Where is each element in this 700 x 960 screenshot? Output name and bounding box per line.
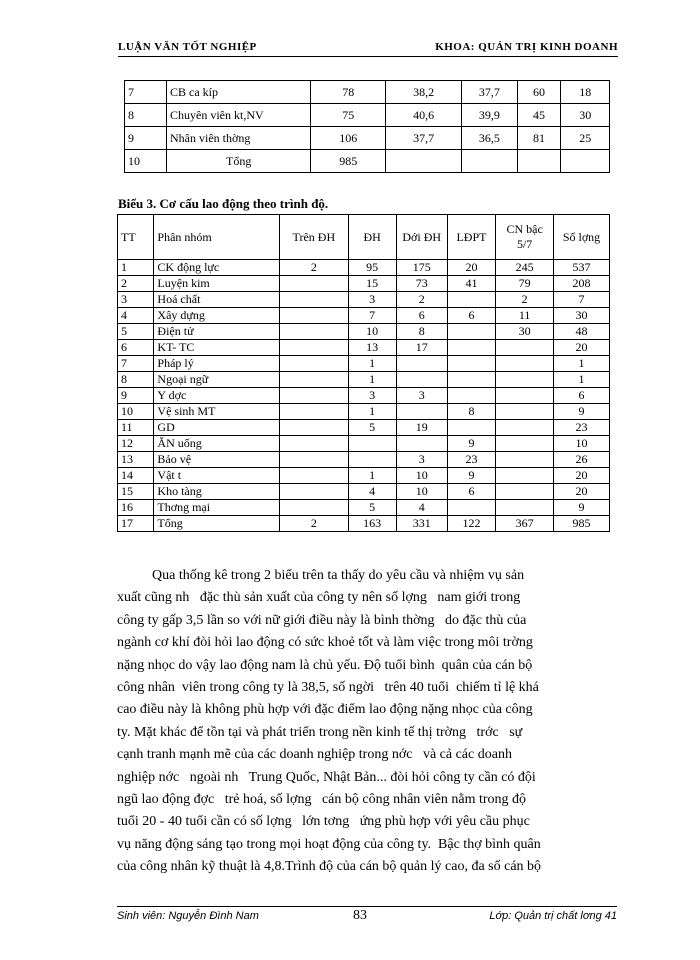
table-cell: 81: [517, 127, 561, 150]
table-cell: 106: [311, 127, 386, 150]
column-header: TT: [118, 215, 154, 260]
table-cell: 19: [396, 420, 447, 436]
table-cell: [517, 150, 561, 173]
table-cell: [386, 150, 462, 173]
table-cell: 6: [118, 340, 154, 356]
table-cell: Kho tàng: [154, 484, 280, 500]
table-cell: [447, 372, 496, 388]
column-header: CN bậc 5/7: [496, 215, 554, 260]
paragraph-line: tuổi 20 - 40 tuổi cần có số lợng lớn tơng ứng phù hợp với yêu cầu phục: [117, 814, 530, 830]
table-cell: 245: [496, 260, 554, 276]
table-cell: [496, 500, 554, 516]
table-cell: [496, 404, 554, 420]
table-cell: 40,6: [386, 104, 462, 127]
table-cell: [396, 372, 447, 388]
table-cell: 75: [311, 104, 386, 127]
table-cell: Tổng: [167, 150, 311, 173]
table-row: [125, 81, 610, 104]
table-cell: 17: [118, 516, 154, 532]
table-cell: 5: [118, 324, 154, 340]
table-cell: 3: [118, 292, 154, 308]
paragraph-line: xuất cũng nh đặc thù sản xuất của công ty nên số lợng nam giới trong: [117, 590, 521, 606]
table-row: [118, 500, 610, 516]
table-cell: CB ca kíp: [167, 81, 311, 104]
table-cell: [447, 356, 496, 372]
table-cell: 1: [348, 404, 396, 420]
table-cell: [496, 356, 554, 372]
table-cell: 78: [311, 81, 386, 104]
table-cell: [280, 468, 348, 484]
table-cell: [496, 420, 554, 436]
column-header: LĐPT: [447, 215, 496, 260]
table-cell: 10: [118, 404, 154, 420]
table-cell: [280, 436, 348, 452]
paragraph-line: của công nhân kỹ thuật là 4,8.Trình độ của cán bộ quản lý cao, đa số cán bộ: [117, 859, 542, 875]
table-cell: 10: [125, 150, 167, 173]
table-cell: 48: [553, 324, 609, 340]
table-cell: 79: [496, 276, 554, 292]
table-cell: Vệ sinh MT: [154, 404, 280, 420]
table-cell: 23: [553, 420, 609, 436]
table-cell: 8: [118, 372, 154, 388]
column-header: Phân nhóm: [154, 215, 280, 260]
paragraph-line: cao điều này là không phù hợp với đặc điểm lao động nặng nhọc của công: [117, 702, 533, 718]
paragraph-line: vụ năng động sáng tạo trong mọi hoạt động của công ty. Bậc thợ bình quân: [117, 836, 541, 852]
table-cell: [496, 484, 554, 500]
table-cell: 1: [348, 468, 396, 484]
table-cell: [280, 292, 348, 308]
table-row: [118, 452, 610, 468]
table-cell: 45: [517, 104, 561, 127]
table-cell: [280, 356, 348, 372]
body-paragraph: [117, 565, 617, 879]
paragraph-line: ngũ lao động đợc trẻ hoá, số lợng cán bộ công nhân viên nằm trong độ: [117, 792, 527, 808]
table-cell: [280, 500, 348, 516]
table-cell: 39,9: [462, 104, 518, 127]
table-cell: 985: [311, 150, 386, 173]
paragraph-line: công ty gấp 3,5 lần so với nữ giới điều này là bình thờng do đặc thù của: [117, 612, 527, 628]
table-cell: 6: [447, 484, 496, 500]
table-cell: Ngoại ngữ: [154, 372, 280, 388]
table-cell: [496, 468, 554, 484]
table-labor-by-education: [117, 214, 610, 532]
table-cell: Y dợc: [154, 388, 280, 404]
table-cell: [447, 324, 496, 340]
table-cell: 9: [125, 127, 167, 150]
table-row: [125, 150, 610, 173]
table-cell: 15: [348, 276, 396, 292]
table-row: [125, 127, 610, 150]
table-cell: 9: [553, 500, 609, 516]
table-cell: [447, 420, 496, 436]
page-number: 83: [353, 908, 367, 923]
table-cell: 331: [396, 516, 447, 532]
table-cell: 36,5: [462, 127, 518, 150]
table-cell: 7: [125, 81, 167, 104]
table-cell: 3: [348, 388, 396, 404]
table-cell: 3: [396, 388, 447, 404]
table-row: [118, 276, 610, 292]
table-cell: 10: [396, 484, 447, 500]
table-row: [118, 372, 610, 388]
table-cell: Bảo vệ: [154, 452, 280, 468]
table-cell: 11: [496, 308, 554, 324]
paragraph-line: Qua thống kê trong 2 biểu trên ta thấy do yêu cầu và nhiệm vụ sản: [117, 568, 525, 583]
table-cell: 60: [517, 81, 561, 104]
table-cell: 30: [496, 324, 554, 340]
table-cell: 367: [496, 516, 554, 532]
table-cell: Chuyên viên kt,NV: [167, 104, 311, 127]
table-cell: [496, 388, 554, 404]
paragraph-line: nặng nhọc do vậy lao động nam là chủ yếu. Độ tuổi bình quân của cán bộ: [117, 657, 533, 673]
table-cell: 9: [553, 404, 609, 420]
table-cell: 10: [348, 324, 396, 340]
table-cell: 26: [553, 452, 609, 468]
paragraph-line: công nhân viên trong công ty là 38,5, số ngời trên 40 tuổi chiếm tỉ lệ khá: [117, 680, 539, 696]
table-cell: 30: [561, 104, 610, 127]
table-cell: 6: [396, 308, 447, 324]
table-cell: 8: [125, 104, 167, 127]
table-cell: [280, 324, 348, 340]
table-cell: 6: [553, 388, 609, 404]
table-cell: 13: [348, 340, 396, 356]
table-cell: 20: [553, 340, 609, 356]
table-cell: Xây dựng: [154, 308, 280, 324]
table-cell: 9: [118, 388, 154, 404]
table-cell: [280, 452, 348, 468]
table-cell: 10: [553, 436, 609, 452]
table-cell: 2: [280, 260, 348, 276]
table-cell: GD: [154, 420, 280, 436]
table-cell: 16: [118, 500, 154, 516]
header-faculty: KHOA: QUẢN TRỊ KINH DOANH: [435, 41, 618, 53]
table-cell: 13: [118, 452, 154, 468]
table-cell: 1: [348, 356, 396, 372]
table-cell: 15: [118, 484, 154, 500]
table-cell: 175: [396, 260, 447, 276]
table-cell: 3: [348, 292, 396, 308]
table-row: [118, 404, 610, 420]
column-header: ĐH: [348, 215, 396, 260]
table-cell: 20: [447, 260, 496, 276]
table-row: [118, 308, 610, 324]
table-cell: 37,7: [386, 127, 462, 150]
table-cell: 41: [447, 276, 496, 292]
table-cell: 1: [118, 260, 154, 276]
page-header: [118, 40, 618, 57]
table-cell: [462, 150, 518, 173]
table-cell: CK động lực: [154, 260, 280, 276]
table-cell: KT- TC: [154, 340, 280, 356]
table-cell: [280, 372, 348, 388]
table-cell: 73: [396, 276, 447, 292]
table-row: [118, 388, 610, 404]
table-cell: 4: [396, 500, 447, 516]
table-cell: [280, 340, 348, 356]
table-cell: 2: [496, 292, 554, 308]
table-row: [118, 340, 610, 356]
table-cell: 11: [118, 420, 154, 436]
table-cell: 1: [553, 372, 609, 388]
table-cell: 95: [348, 260, 396, 276]
table-cell: 12: [118, 436, 154, 452]
table-cell: 7: [348, 308, 396, 324]
table-staff-age-summary: [124, 80, 610, 173]
table-cell: [447, 340, 496, 356]
table-cell: 122: [447, 516, 496, 532]
table-cell: 1: [348, 372, 396, 388]
table-cell: [496, 372, 554, 388]
table-cell: 9: [447, 436, 496, 452]
table-caption: Biểu 3. Cơ cấu lao động theo trình độ.: [118, 196, 329, 211]
paragraph-line: ngành cơ khí đòi hỏi lao động có sức khoẻ tốt và làm việc trong môi trờng: [117, 635, 533, 651]
table-cell: [396, 356, 447, 372]
table-row: [118, 356, 610, 372]
table-cell: Nhân viên thờng: [167, 127, 311, 150]
page-footer: [117, 906, 617, 927]
table-cell: 163: [348, 516, 396, 532]
paragraph-line: nghiệp nớc ngoài nh Trung Quốc, Nhật Bản... đòi hỏi công ty cần có đội: [117, 769, 536, 785]
table-cell: [348, 436, 396, 452]
table-row: [118, 324, 610, 340]
table-cell: 23: [447, 452, 496, 468]
table-row: [125, 104, 610, 127]
table-cell: Vật t: [154, 468, 280, 484]
table-cell: 17: [396, 340, 447, 356]
table-cell: [280, 484, 348, 500]
table-cell: Luyện kim: [154, 276, 280, 292]
table-cell: 14: [118, 468, 154, 484]
footer-student: Sinh viên: Nguyễn Đình Nam: [117, 910, 259, 922]
table-cell: Pháp lý: [154, 356, 280, 372]
table-row: [118, 420, 610, 436]
paragraph-line: ty. Mặt khác để tồn tại và phát triển trong nền kinh tế thị trờng trớc sự: [117, 724, 523, 740]
table-row: [118, 516, 610, 532]
table-cell: 2: [280, 516, 348, 532]
table-cell: 8: [447, 404, 496, 420]
table-cell: 5: [348, 500, 396, 516]
table-cell: 5: [348, 420, 396, 436]
table-cell: ĂN uống: [154, 436, 280, 452]
table-cell: 38,2: [386, 81, 462, 104]
table-row: [118, 260, 610, 276]
table-header-row: [118, 215, 610, 260]
table-cell: 25: [561, 127, 610, 150]
column-header: Trên ĐH: [280, 215, 348, 260]
table-cell: 4: [348, 484, 396, 500]
header-thesis-title: LUẬN VĂN TỐT NGHIỆP: [118, 41, 257, 53]
table-cell: [561, 150, 610, 173]
table-cell: [447, 388, 496, 404]
table-cell: 208: [553, 276, 609, 292]
table-cell: 18: [561, 81, 610, 104]
table-cell: [447, 292, 496, 308]
table-cell: 7: [553, 292, 609, 308]
table-cell: 37,7: [462, 81, 518, 104]
table-cell: 10: [396, 468, 447, 484]
table-cell: 8: [396, 324, 447, 340]
column-header: Số lợng: [553, 215, 609, 260]
table-cell: [496, 340, 554, 356]
table-cell: 1: [553, 356, 609, 372]
table-cell: [348, 452, 396, 468]
table-cell: [280, 404, 348, 420]
column-header: Dới ĐH: [396, 215, 447, 260]
paragraph-line: cạnh tranh mạnh mẽ của các doanh nghiệp trong nớc và cả các doanh: [117, 747, 512, 763]
table-cell: 6: [447, 308, 496, 324]
table-cell: 7: [118, 356, 154, 372]
table-cell: [396, 436, 447, 452]
table-cell: 3: [396, 452, 447, 468]
table-cell: 2: [396, 292, 447, 308]
table-cell: Điện tử: [154, 324, 280, 340]
table-cell: 4: [118, 308, 154, 324]
table-cell: Hoá chất: [154, 292, 280, 308]
table-row: [118, 292, 610, 308]
table-cell: 9: [447, 468, 496, 484]
table-row: [118, 468, 610, 484]
footer-class: Lớp: Quản trị chất lơng 41: [489, 910, 617, 922]
table-cell: 30: [553, 308, 609, 324]
table-cell: [280, 388, 348, 404]
table-row: [118, 436, 610, 452]
table-cell: [447, 500, 496, 516]
table-cell: [396, 404, 447, 420]
table-row: [118, 484, 610, 500]
table-cell: 537: [553, 260, 609, 276]
table-cell: [496, 452, 554, 468]
table-cell: 985: [553, 516, 609, 532]
table-cell: 20: [553, 484, 609, 500]
table-cell: 20: [553, 468, 609, 484]
table-cell: Thơng mại: [154, 500, 280, 516]
table-cell: [496, 436, 554, 452]
table-cell: [280, 276, 348, 292]
table-cell: 2: [118, 276, 154, 292]
table-cell: Tổng: [154, 516, 280, 532]
table-cell: [280, 308, 348, 324]
table-cell: [280, 420, 348, 436]
